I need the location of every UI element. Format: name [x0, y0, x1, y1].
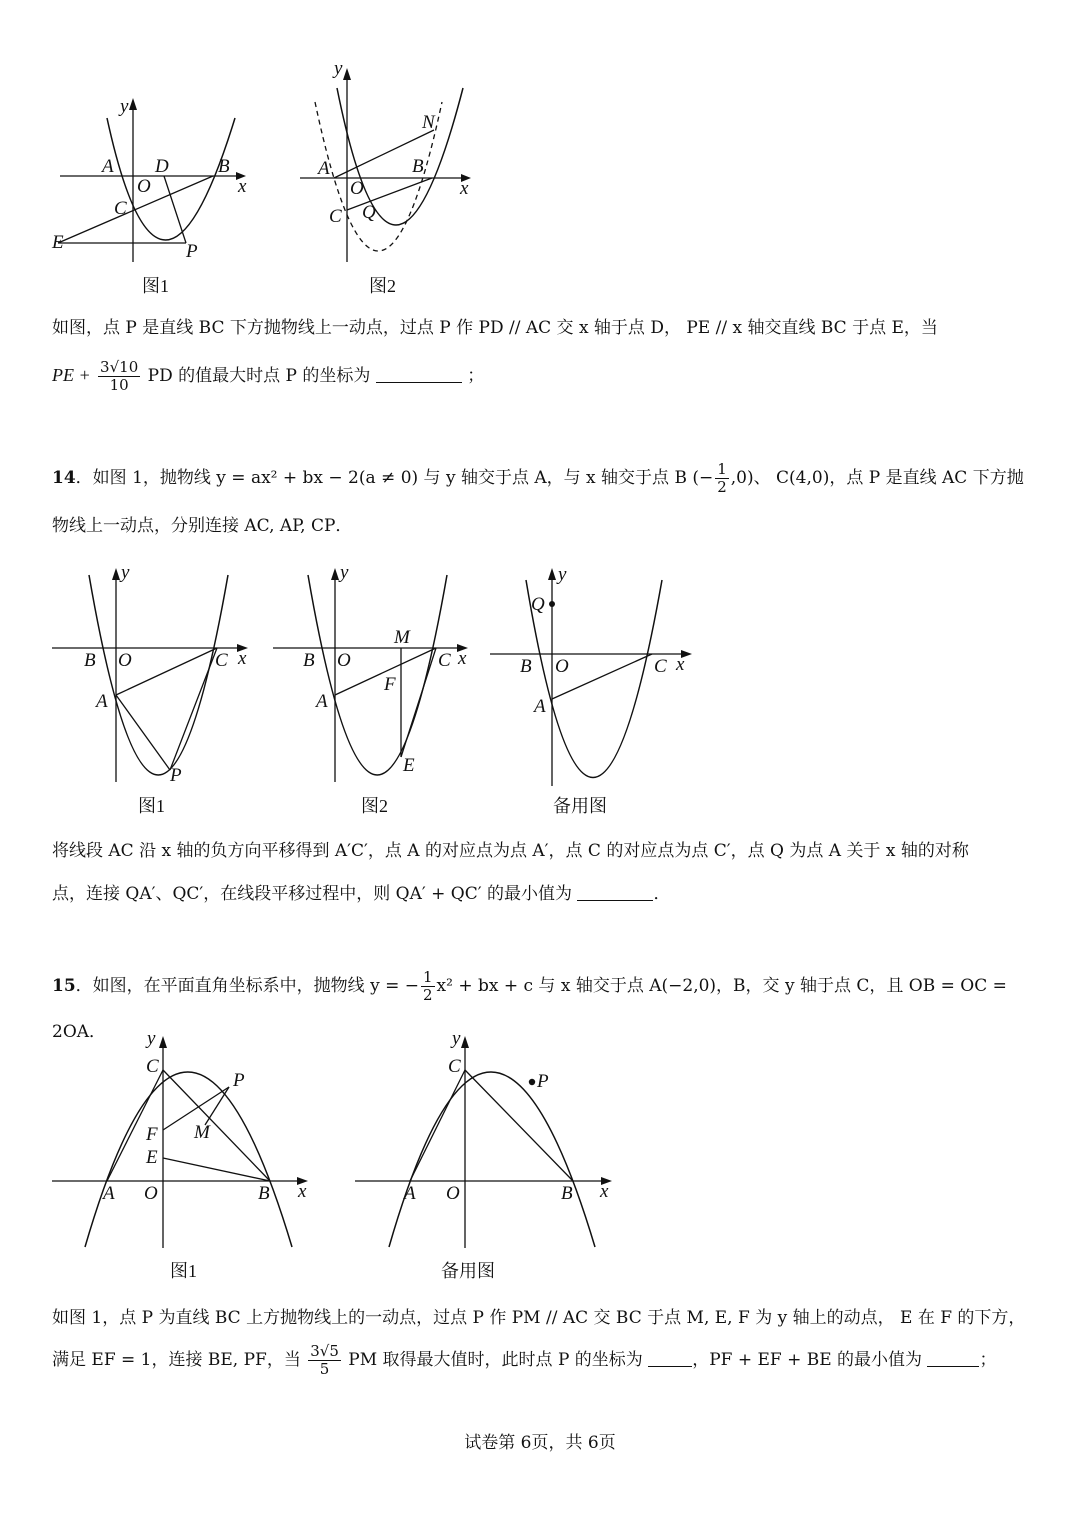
q14-fig1-caption: 图1: [138, 796, 165, 816]
page-footer: 试卷第 6页，共 6页: [464, 1433, 616, 1453]
q13-fig2-label-A: A: [318, 158, 330, 179]
q15-fig2-label-A: A: [404, 1183, 416, 1204]
q13-frac-num: 3√10: [100, 357, 139, 376]
q15-fig2-caption: 备用图: [441, 1261, 495, 1281]
q15-end: ；: [979, 1350, 997, 1370]
q13-fig1-label-E: E: [52, 232, 64, 253]
q15-text-3: 如图 1，点 P 为直线 BC 上方抛物线上的一动点，过点 P 作 PM // AC 交 BC 于点 M, E, F 为 y 轴上的动点， E 在 F 的下方，: [52, 1308, 1026, 1328]
q13-fig1-label-y: y: [120, 96, 129, 117]
q14-fig1-label-A: A: [96, 691, 108, 712]
q14-text-3: 将线段 AC 沿 x 轴的负方向平移得到 A′C′，点 A 的对应点为点 A′，点 C 的对应点为点 C′，点 Q 为点 A 关于 x 轴的对称: [52, 841, 969, 861]
q14-fig2-label-M: M: [394, 627, 410, 648]
q14-fig1-label-O: O: [118, 650, 132, 671]
q15-text-4a: 满足 EF = 1，连接 BE, PF，当: [52, 1350, 301, 1370]
q14-text-4: 点，连接 QA′、QC′，在线段平移过程中，则 QA′ + QC′ 的最小值为: [52, 884, 573, 904]
q13-fig1-label-B: B: [218, 156, 230, 177]
q15-fig2-label-O: O: [446, 1183, 460, 1204]
q14-text-2: 物线上一动点，分别连接 AC, AP, CP．: [52, 516, 353, 536]
q15-text-1a: ．如图，在平面直角坐标系中，抛物线 y = −: [75, 976, 419, 996]
q14-fig2-caption: 图2: [361, 796, 388, 816]
q15-fig1-label-C: C: [146, 1056, 159, 1077]
q13-expr-post: PD 的值最大时点 P 的坐标为: [147, 366, 371, 386]
q13-end: ；: [467, 366, 485, 386]
q14-fig3-label-Q: Q: [531, 594, 545, 615]
q15-f-num: 1: [422, 967, 433, 986]
q14-fig2-label-O: O: [337, 650, 351, 671]
q13-fig1-label-x: x: [238, 176, 247, 197]
q15-f-den: 2: [422, 986, 433, 1004]
q13-text-1: 如图，点 P 是直线 BC 下方抛物线上一动点，过点 P 作 PD // AC 交 x 轴于点 D， PE // x 轴交直线 BC 于点 E，当: [52, 318, 938, 338]
q15-fig1-label-y: y: [147, 1028, 156, 1049]
q15-text-4b: PM 取得最大值时，此时点 P 的坐标为: [348, 1350, 643, 1370]
q13-fig2-label-N: N: [422, 112, 435, 133]
q15-fig1-label-A: A: [103, 1183, 115, 1204]
q13-fig1-caption: 图1: [142, 276, 169, 296]
q15-fig2-label-B: B: [561, 1183, 573, 1204]
q15-fig2-label-C: C: [448, 1056, 461, 1077]
q13-fig1-label-A: A: [102, 156, 114, 177]
q14-fig2-label-E: E: [403, 755, 415, 776]
q15-fig2-label-x: x: [600, 1181, 609, 1202]
q15-mid: ，PF + EF + BE 的最小值为: [692, 1350, 923, 1370]
q14-text-1a: ．如图 1，抛物线 y = ax² + bx − 2(a ≠ 0) 与 y 轴交于点 A，与 x 轴交于点 B: [75, 468, 687, 488]
q14-fig3-caption: 备用图: [553, 796, 607, 816]
q14-fig2-label-F: F: [384, 674, 396, 695]
q15-fig1-label-P: P: [233, 1070, 245, 1091]
q13-fig1-label-O: O: [137, 176, 151, 197]
q13-fig2-label-C: C: [329, 206, 342, 227]
q15-text-line-3: [52, 1295, 1042, 1341]
q14-fig1-label-y: y: [121, 562, 130, 583]
q13-fig1-label-P: P: [186, 241, 198, 262]
q14-fig2-label-y: y: [340, 562, 349, 583]
q14-fig3-label-A: A: [534, 696, 546, 717]
q14-fig3-label-C: C: [654, 656, 667, 677]
q15-fig1-label-x: x: [298, 1181, 307, 1202]
q13-fig1-label-D: D: [155, 156, 169, 177]
q14-b-den: 2: [717, 478, 727, 496]
q15-number: 15: [52, 976, 76, 996]
q13-fig2-label-Q: Q: [362, 202, 376, 223]
q14-text-1b: 、 C(4,0)，点 P 是直线 AC 下方抛: [753, 468, 1024, 488]
q13-fig2-label-y: y: [334, 58, 343, 79]
q15-fig2-label-y: y: [452, 1028, 461, 1049]
q15-fig1-label-F: F: [146, 1124, 158, 1145]
q15-answer-blank-1[interactable]: [648, 1344, 692, 1367]
q15-g-den: 5: [319, 1360, 330, 1378]
q14-fig3-label-y: y: [558, 564, 567, 585]
q13-fig1-label-C: C: [114, 198, 127, 219]
q14-fig2-label-x: x: [458, 648, 467, 669]
q13-fig2-caption: 图2: [369, 276, 396, 296]
q14-end: ．: [653, 884, 671, 904]
q14-fig2-label-A: A: [316, 691, 328, 712]
q14-number: 14: [52, 468, 76, 488]
q14-b-post: ,0): [730, 468, 754, 488]
q14-fig2-label-B: B: [303, 650, 315, 671]
q15-fig2-label-P: P: [537, 1071, 549, 1092]
q15-g-num: 3√5: [310, 1341, 339, 1360]
q15-fig1-label-B: B: [258, 1183, 270, 1204]
q15-g-fraction: [308, 1343, 341, 1379]
q14-fig3-label-B: B: [520, 656, 532, 677]
q14-fig1-label-P: P: [170, 765, 182, 786]
q14-fig3-label-O: O: [555, 656, 569, 677]
q15-fig1-caption: 图1: [170, 1261, 197, 1281]
q15-fig1-label-E: E: [146, 1147, 158, 1168]
q13-frac-den: 10: [109, 376, 129, 394]
q13-fig2-label-x: x: [460, 178, 469, 199]
q14-fig1-label-x: x: [238, 648, 247, 669]
q13-expr-pre: PE +: [52, 365, 91, 385]
q14-b-pre: (−: [692, 468, 714, 488]
q15-text-line-4: [52, 1340, 1042, 1380]
q14-fig1-label-B: B: [84, 650, 96, 671]
q13-fig2-label-B: B: [412, 156, 424, 177]
q15-answer-blank-2[interactable]: [927, 1344, 979, 1367]
q15-text-1b: x² + bx + c 与 x 轴交于点 A(−2,0)，B，交 y 轴于点 C，且 OB = OC = 2OA．: [52, 976, 1007, 1042]
q15-fig1-label-O: O: [144, 1183, 158, 1204]
q14-fig2-label-C: C: [438, 650, 451, 671]
q14-b-num: 1: [717, 459, 727, 478]
q14-fig3-label-x: x: [676, 654, 685, 675]
q15-fig1-label-M: M: [194, 1122, 210, 1143]
q13-fig2-label-O: O: [350, 178, 364, 199]
q14-fig1-label-C: C: [215, 650, 228, 671]
